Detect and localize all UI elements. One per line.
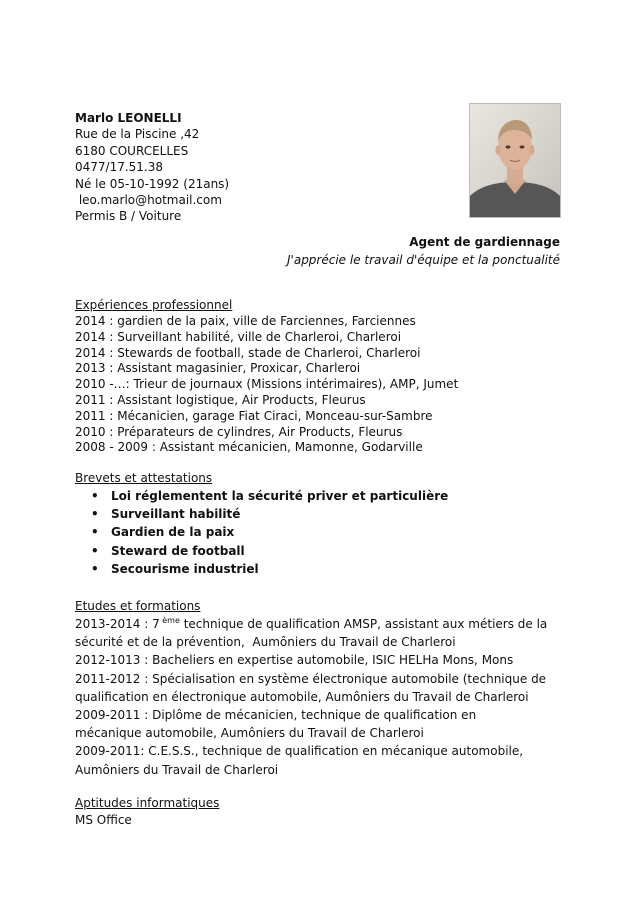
experience-item: 2011 : Mécanicien, garage Fiat Ciraci, Monceau-sur-Sambre: [75, 408, 433, 423]
education-item-continued: Aumôniers du Travail de Charleroi: [75, 762, 279, 777]
street-address: Rue de la Piscine ,42: [75, 127, 200, 142]
list-item: [75, 560, 565, 578]
phone-number: 0477/17.51.38: [75, 160, 164, 175]
education-heading: Etudes et formations: [75, 599, 201, 613]
portrait-image: [470, 104, 560, 217]
experience-item: 2011 : Assistant logistique, Air Products, Fleurus: [75, 392, 366, 407]
bullet-icon: •: [91, 561, 99, 576]
experience-item: 2014 : Stewards de football, stade de Charleroi, Charleroi: [75, 345, 421, 360]
education-item: 2013-2014 : 7 $^{ème}$ technique de qualification AMSP, assistant aux métiers de la: [75, 616, 548, 631]
birth-date: Né le 05-10-1992 (21ans): [75, 176, 230, 191]
certificates-section: [75, 470, 565, 578]
experience-heading: Expériences professionnel: [75, 298, 233, 312]
list-item: [75, 523, 565, 541]
computer-skills-section: [75, 795, 565, 829]
certificate-label: Steward de football: [111, 543, 245, 558]
experience-section: [75, 297, 565, 456]
certificates-heading: Brevets et attestations: [75, 471, 213, 485]
certificates-list: [75, 487, 565, 578]
education-item-continued: sécurité et de la prévention, Aumôniers du Travail de Charleroi: [75, 635, 456, 650]
experience-item: 2010 : Préparateurs de cylindres, Air Products, Fleurus: [75, 424, 403, 439]
job-header: [287, 233, 560, 269]
bullet-icon: •: [91, 489, 99, 503]
experience-item: 2013 : Assistant magasinier, Proxicar, Charleroi: [75, 361, 361, 376]
driving-license: Permis B / Voiture: [75, 209, 182, 224]
bullet-icon: •: [91, 543, 99, 558]
city: 6180 COURCELLES: [75, 143, 189, 158]
email-address: leo.marlo@hotmail.com: [75, 193, 222, 208]
job-tagline: J'apprécie le travail d'équipe et la ponctualité: [287, 253, 560, 267]
certificate-label: Surveillant habilité: [111, 507, 241, 522]
experience-item: 2008 - 2009 : Assistant mécanicien, Mamonne, Godarville: [75, 440, 423, 455]
education-item: 2009-2011 : Diplôme de mécanicien, technique de qualification en: [75, 708, 477, 723]
certificate-label: Secourisme industriel: [111, 561, 259, 576]
experience-item: 2010 -…: Trieur de journaux (Missions intérimaires), AMP, Jumet: [75, 377, 459, 392]
experience-item: 2014 : gardien de la paix, ville de Farciennes, Farciennes: [75, 314, 416, 328]
profile-photo: [469, 103, 561, 218]
bullet-icon: •: [91, 525, 99, 540]
education-item: 2012-1013 : Bacheliers en expertise automobile, ISIC HELHa Mons, Mons: [75, 653, 514, 668]
bullet-icon: •: [91, 507, 99, 522]
education-section: [75, 598, 565, 779]
education-item-continued: qualification en électronique automobile, Aumôniers du Travail de Charleroi: [75, 689, 529, 704]
list-item: [75, 542, 565, 560]
job-title: Agent de gardiennage: [409, 235, 560, 249]
computer-skills-heading: Aptitudes informatiques: [75, 796, 220, 810]
experience-item: 2014 : Surveillant habilité, ville de Charleroi, Charleroi: [75, 329, 402, 344]
list-item: [75, 487, 565, 505]
certificate-label: Loi réglementent la sécurité priver et particulière: [111, 489, 449, 503]
contact-block: [75, 110, 229, 225]
list-item: [75, 505, 565, 523]
education-item: 2011-2012 : Spécialisation en système électronique automobile (technique de: [75, 671, 547, 686]
education-item: 2009-2011: C.E.S.S., technique de qualification en mécanique automobile,: [75, 744, 524, 759]
candidate-name: Marlo LEONELLI: [75, 111, 182, 125]
education-item-continued: mécanique automobile, Aumôniers du Travail de Charleroi: [75, 726, 424, 741]
certificate-label: Gardien de la paix: [111, 525, 235, 540]
computer-skill-item: MS Office: [75, 813, 132, 827]
